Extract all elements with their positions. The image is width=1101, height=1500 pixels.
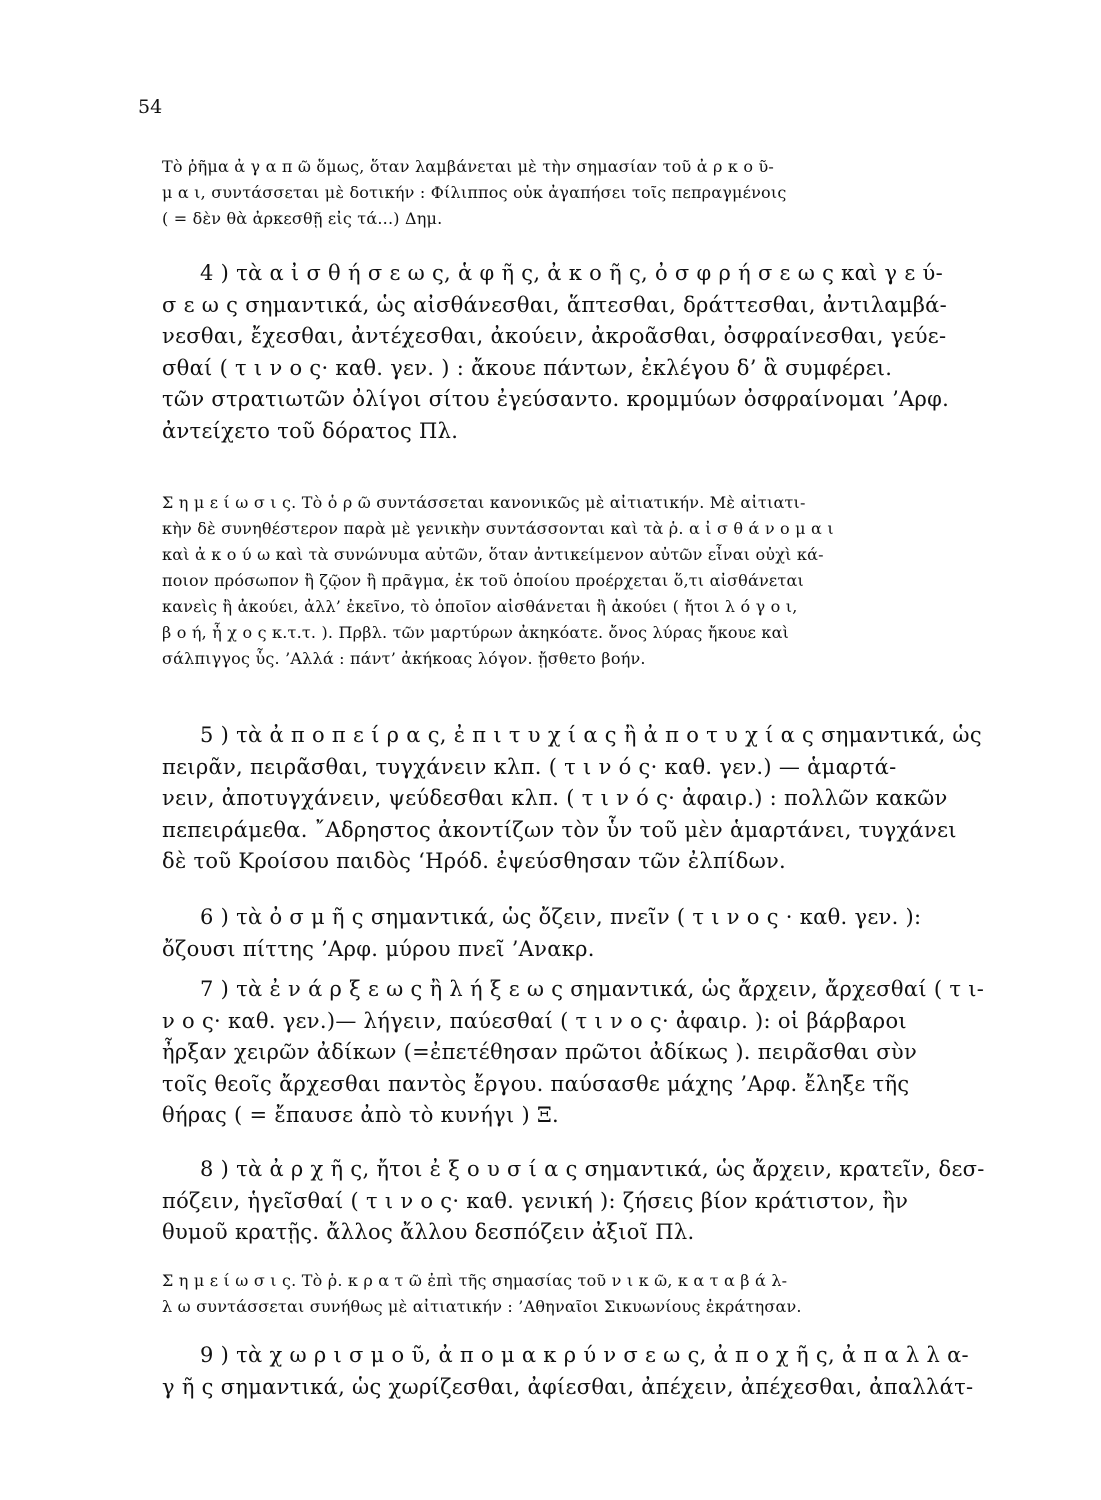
note-oro [162,490,992,672]
text-line: ν ο ς· καθ. γεν.)— λήγειν, παύεσθαί ( τ ι ν ο ς· ἀφαιρ. ): οἱ βάρβαροι [162,1008,907,1033]
text-line: 8 ) τὰ ἀ ρ χ ῆ ς, ἤτοι ἐ ξ ο υ σ ί α ς σημαντικά, ὡς ἄρχειν, κρατεῖν, δεσ- [200,1157,985,1181]
text-line: πόζειν, ἡγεῖσθαί ( τ ι ν ο ς· καθ. γενική ): ζήσεις βίον κράτιστον, ἢν [162,1188,909,1213]
text-line: Σ η μ ε ί ω σ ι ς. Τὸ ῥ. κ ρ α τ ῶ ἐπὶ τῆς σημασίας τοῦ ν ι κ ῶ, κ α τ α β ά λ- [162,1271,788,1290]
text-line: Σ η μ ε ί ω σ ι ς. Τὸ ὁ ρ ῶ συντάσσεται κανονικῶς μὲ αἰτιατικήν. Μὲ αἰτιατι- [162,493,806,512]
text-line: σάλπιγγος ὗς. ’Αλλά : πάντ’ ἀκήκοας λόγον. ᾔσθετο βοήν. [162,649,646,668]
text-line: 5 ) τὰ ἀ π ο π ε ί ρ α ς, ἐ π ι τ υ χ ί α ς ἢ ἀ π ο τ υ χ ί α ς σημαντικά, ὡς [200,723,982,747]
text-line: λ ω συντάσσεται συνήθως μὲ αἰτιατικήν : ’Αθηναῖοι Σικυωνίους ἐκράτησαν. [162,1297,802,1316]
text-line: καὶ ἀ κ ο ύ ω καὶ τὰ συνώνυμα αὐτῶν, ὅταν ἀντικείμενον αὐτῶν εἶναι οὐχὶ κά- [162,545,824,564]
section-5 [162,720,995,878]
page-number: 54 [138,96,163,118]
text-line: νεσθαι, ἔχεσθαι, ἀντέχεσθαι, ἀκούειν, ἀκροᾶσθαι, ὀσφραίνεσθαι, γεύε- [162,324,947,348]
text-line: ( = δὲν θὰ ἀρκεσθῇ εἰς τά...) Δημ. [162,209,443,228]
text-line: μ α ι, συντάσσεται μὲ δοτικήν : Φίλιππος οὐκ ἀγαπήσει τοῖς πεπραγμένοις [162,183,787,202]
section-8 [162,1154,995,1249]
text-line: πειρᾶν, πειρᾶσθαι, τυγχάνειν κλπ. ( τ ι ν ό ς· καθ. γεν.) — ἁμαρτά- [162,754,897,779]
text-line: σ ε ω ς σημαντικά, ὡς αἰσθάνεσθαι, ἅπτεσθαι, δράττεσθαι, ἀντιλαμβά- [162,292,948,317]
text-line: ἦρξαν χειρῶν ἀδίκων (=ἐπετέθησαν πρῶτοι ἀδίκως ). πειρᾶσθαι σὺν [162,1040,918,1064]
text-line: κὴν δὲ συνηθέστερον παρὰ μὲ γενικὴν συντάσσονται καὶ τὰ ῥ. α ἰ σ θ ά ν ο μ α ι [162,519,834,538]
text-line: δὲ τοῦ Κροίσου παιδὸς ‘Ηρόδ. ἐψεύσθησαν τῶν ἐλπίδων. [162,849,787,873]
text-line: β ο ή, ἦ χ ο ς κ.τ.τ. ). Πρβλ. τῶν μαρτύρων ἀκηκόατε. ὄνος λύρας ἤκουε καὶ [162,623,790,642]
note-krato [162,1268,992,1320]
section-6 [162,902,995,965]
text-line: 6 ) τὰ ὀ σ μ ῆ ς σημαντικά, ὡς ὄζειν, πνεῖν ( τ ι ν ο ς · καθ. γεν. ): [200,905,922,929]
text-line: ποιον πρόσωπον ἢ ζῷον ἢ πρᾶγμα, ἐκ τοῦ ὁποίου προέρχεται ὅ,τι αἰσθάνεται [162,571,804,590]
section-9 [162,1340,995,1403]
text-line: τοῖς θεοῖς ἄρχεσθαι παντὸς ἔργου. παύσασθε μάχης ’Αρφ. ἔληξε τῆς [162,1071,910,1096]
text-line: τῶν στρατιωτῶν ὀλίγοι σίτου ἐγεύσαντο. κρομμύων ὀσφραίνομαι ’Αρφ. [162,387,950,411]
text-line: ἀντείχετο τοῦ δόρατος Πλ. [162,418,459,443]
text-line: νειν, ἀποτυγχάνειν, ψεύδεσθαι κλπ. ( τ ι ν ό ς· ἀφαιρ.) : πολλῶν κακῶν [162,786,948,810]
text-line: ὄζουσι πίττης ’Αρφ. μύρου πνεῖ ’Ανακρ. [162,936,595,961]
text-line: 4 ) τὰ α ἰ σ θ ή σ ε ω ς, ἁ φ ῆ ς, ἀ κ ο ῆ ς, ὀ σ φ ρ ή σ ε ω ς καὶ γ ε ύ- [200,261,943,285]
note-agapo [162,154,992,232]
text-line: κανεὶς ἢ ἀκούει, ἀλλ’ ἐκεῖνο, τὸ ὁποῖον αἰσθάνεται ἢ ἀκούει ( ἤτοι λ ό γ ο ι, [162,597,798,616]
text-line: Τὸ ῥῆμα ἀ γ α π ῶ ὅμως, ὅταν λαμβάνεται μὲ τὴν σημασίαν τοῦ ἀ ρ κ ο ῦ- [162,157,775,176]
text-line: γ ῆ ς σημαντικά, ὡς χωρίζεσθαι, ἀφίεσθαι, ἀπέχειν, ἀπέχεσθαι, ἀπαλλάτ- [162,1374,974,1399]
text-line: σθαί ( τ ι ν ο ς· καθ. γεν. ) : ἄκουε πάντων, ἐκλέγου δ’ ἃ συμφέρει. [162,355,893,380]
section-4 [162,258,995,447]
text-line: 7 ) τὰ ἐ ν ά ρ ξ ε ω ς ἢ λ ή ξ ε ω ς σημαντικά, ὡς ἄρχειν, ἄρχεσθαί ( τ ι- [200,977,985,1001]
section-7 [162,974,995,1132]
text-line: θήρας ( = ἔπαυσε ἀπὸ τὸ κυνήγι ) Ξ. [162,1103,559,1127]
text-line: πεπειράμεθα. ῎Αδρηστος ἀκοντίζων τὸν ὗν τοῦ μὲν ἁμαρτάνει, τυγχάνει [162,817,957,842]
text-line: θυμοῦ κρατῇς. ἄλλος ἄλλου δεσπόζειν ἀξιοῖ Πλ. [162,1220,695,1244]
text-line: 9 ) τὰ χ ω ρ ι σ μ ο ῦ, ἀ π ο μ α κ ρ ύ ν σ ε ω ς, ἀ π ο χ ῆ ς, ἀ π α λ λ α- [200,1343,969,1367]
